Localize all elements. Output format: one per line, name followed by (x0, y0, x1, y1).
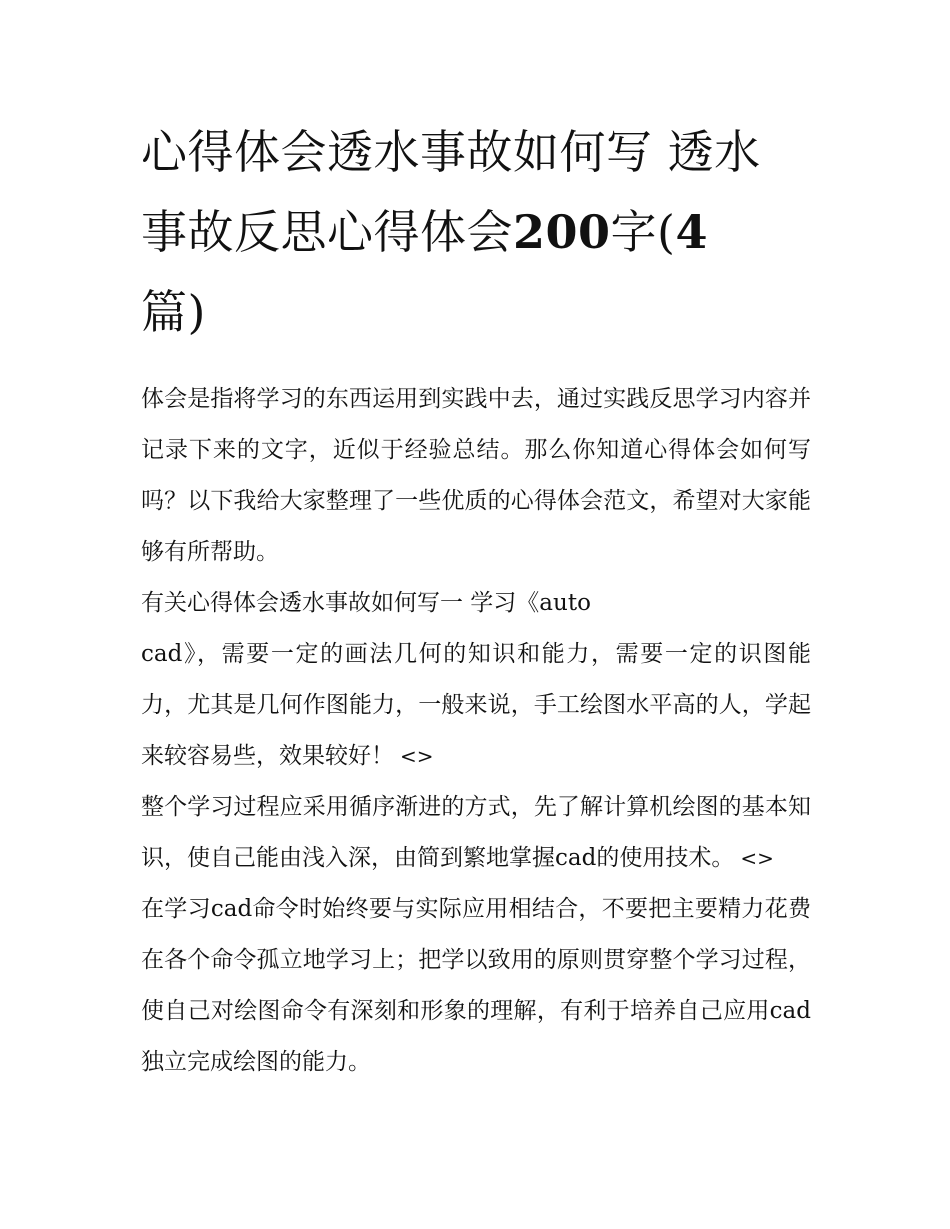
title-line-3: 篇) (141, 285, 206, 339)
paragraph-learning-process (141, 782, 811, 884)
paragraph-intro: 体会是指将学习的东西运用到实践中去，通过实践反思学习内容并记录下来的文字，近似于经验总结。那么你知道心得体会如何写吗？以下我给大家整理了一些优质的心得体会范文，希望对大家能够有所帮助。 (141, 386, 811, 565)
title-number: 200 (513, 205, 611, 259)
title-count: 4 (675, 205, 708, 259)
inline-marker: <> (740, 846, 774, 870)
title-line-2-prefix: 事故反思心得体会 (141, 205, 513, 259)
title-line-1: 心得体会透水事故如何写 透水 (141, 125, 761, 179)
paragraph-cad-knowledge-text: cad》，需要一定的画法几何的知识和能力，需要一定的识图能力，尤其是几何作图能力，一般来说，手工绘图水平高的人，学起来较容易些，效果较好！ (141, 641, 811, 769)
document-title (141, 112, 811, 352)
document-page (141, 112, 811, 1088)
paragraph-heading: 有关心得体会透水事故如何写一 学习《auto (141, 590, 591, 616)
paragraph-cad-knowledge (141, 629, 811, 782)
inline-marker: <> (400, 744, 434, 768)
paragraph-learning-process-text: 整个学习过程应采用循序渐进的方式，先了解计算机绘图的基本知识，使自己能由浅入深，由简到繁地掌握cad的使用技术。 (141, 794, 811, 871)
title-line-2-mid: 字( (610, 205, 676, 259)
paragraph-practice: 在学习cad命令时始终要与实际应用相结合，不要把主要精力花费在各个命令孤立地学习上；把学以致用的原则贯穿整个学习过程，使自己对绘图命令有深刻和形象的理解，有利于培养自己应用cad独立完成绘图的能力。 (141, 896, 811, 1075)
document-body (141, 374, 811, 1088)
